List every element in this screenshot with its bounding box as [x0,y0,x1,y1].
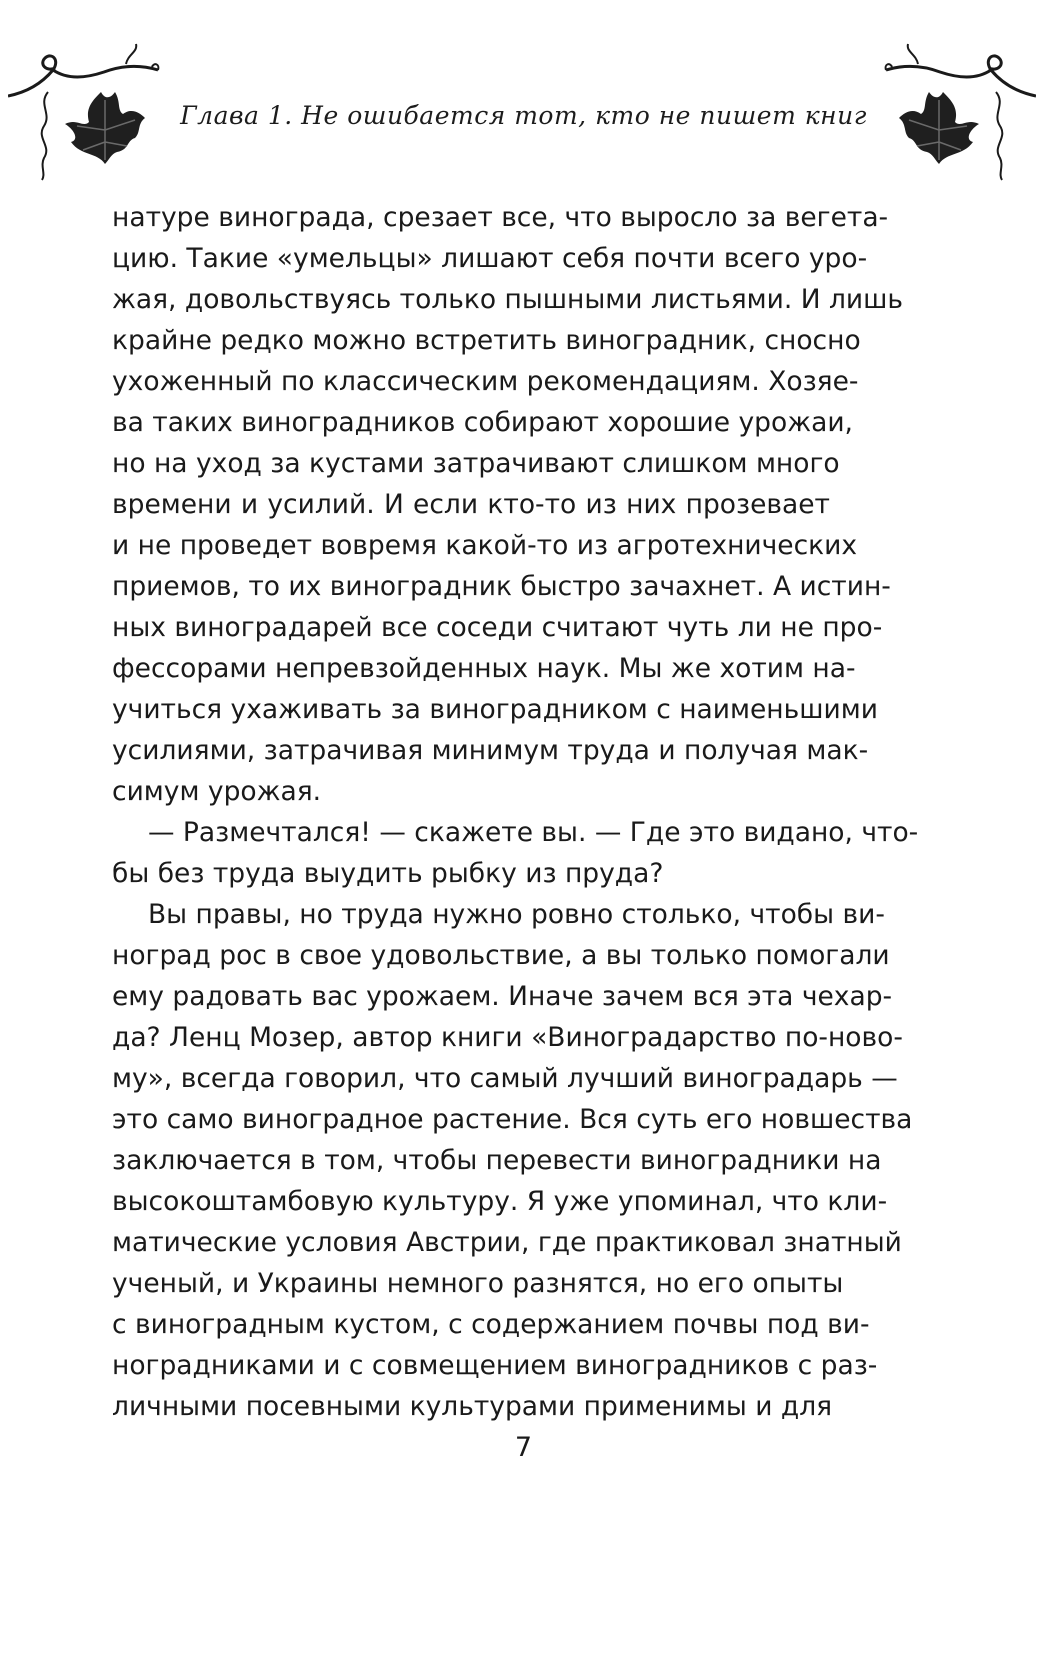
grape-vine-leaf-icon [8,34,168,184]
text-line: — Размечтался! — скажете вы. — Где это видано, что- [148,817,919,848]
text-line: ноградниками и с совмещением виноградников с раз- [112,1350,878,1381]
text-line: бы без труда выудить рыбку из пруда? [112,858,664,889]
running-head: Глава 1. Не ошибается тот, кто не пишет книг [180,101,867,130]
text-line: ва таких виноградников собирают хорошие урожаи, [112,407,853,438]
text-line: усилиями, затрачивая минимум труда и получая мак- [112,735,869,766]
page-number: 7 [514,1432,533,1463]
text-line: времени и усилий. И если кто-то из них прозевает [112,489,830,520]
text-line: ему радовать вас урожаем. Иначе зачем вся эта чехар- [112,981,893,1012]
text-line: цию. Такие «умельцы» лишают себя почти всего уро- [112,243,868,274]
text-line: матические условия Австрии, где практиковал знатный [112,1227,902,1258]
text-line: это само виноградное растение. Вся суть его новшества [112,1104,913,1135]
text-line: му», всегда говорил, что самый лучший виноградарь — [112,1063,898,1094]
text-line: жая, довольствуясь только пышными листьями. И лишь [112,284,903,315]
text-line: симум урожая. [112,776,322,807]
text-line: приемов, то их виноградник быстро зачахнет. А истин- [112,571,891,602]
text-line: Вы правы, но труда нужно ровно столько, чтобы ви- [148,899,885,930]
text-line: фессорами непревзойденных наук. Мы же хотим на- [112,653,856,684]
text-line: но на уход за кустами затрачивают слишком много [112,448,840,479]
text-line: высокоштамбовую культуру. Я уже упоминал, что кли- [112,1186,888,1217]
text-line: да? Ленц Мозер, автор книги «Виноградарство по-ново- [112,1022,903,1053]
text-line: ноград рос в свое удовольствие, а вы только помогали [112,940,890,971]
text-line: личными посевными культурами применимы и для [112,1391,833,1422]
text-line: ных виноградарей все соседи считают чуть ли не про- [112,612,883,643]
text-line: учиться ухаживать за виноградником с наименьшими [112,694,878,725]
grape-vine-leaf-icon [876,34,1036,184]
text-line: и не проведет вовремя какой-то из агротехнических [112,530,858,561]
text-line: ухоженный по классическим рекомендациям. Хозяе- [112,366,859,397]
text-line: заключается в том, чтобы перевести виноградники на [112,1145,882,1176]
text-line: с виноградным кустом, с содержанием почвы под ви- [112,1309,870,1340]
body-text [112,197,919,1427]
text-line: крайне редко можно встретить виноградник, сносно [112,325,861,356]
text-line: ученый, и Украины немного разнятся, но его опыты [112,1268,844,1299]
text-line: натуре винограда, срезает все, что выросло за вегета- [112,202,889,233]
